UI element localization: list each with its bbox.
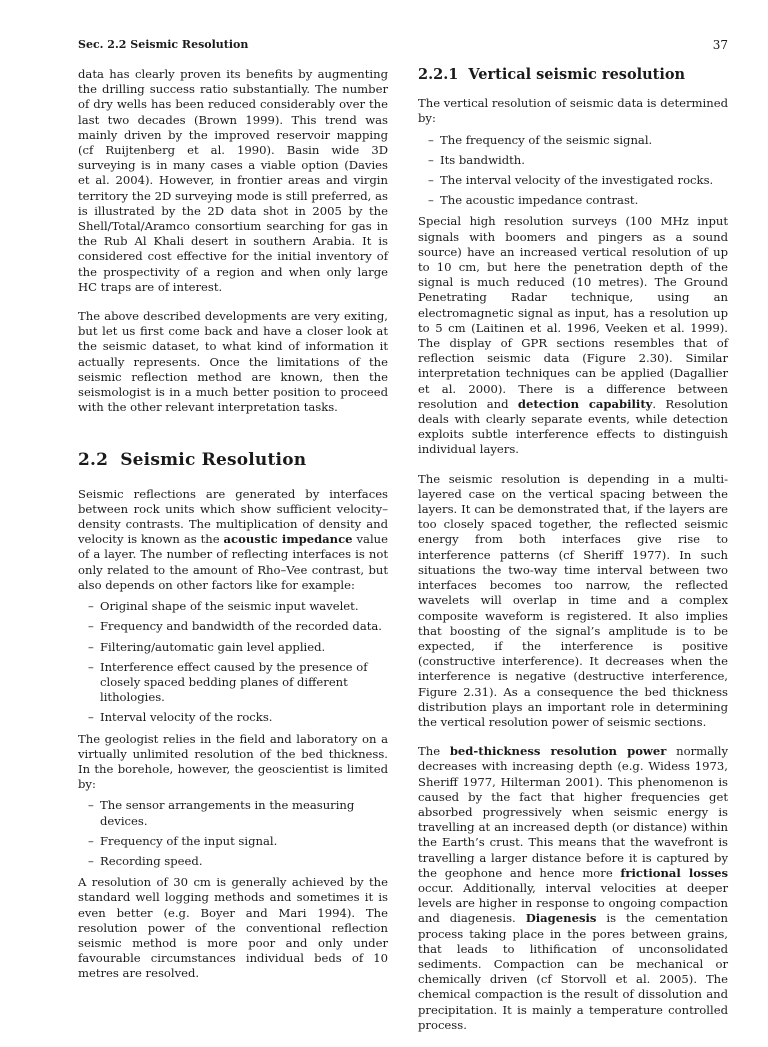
list-item: – Recording speed. [78,854,388,869]
bold-term: detection capability [517,396,653,411]
section-number: 2.2 [78,450,109,471]
text-run: The [418,744,450,759]
text-run: value of a layer. The number of reflecting interfaces is not only related to the amount of Rho–Vee contrast, but also depends on other factors like for example: [78,532,388,592]
list-item: – Frequency and bandwidth of the recorded data. [78,619,388,634]
page-number: 37 [712,38,728,52]
list-item: – The sensor arrangements in the measuring devices. [78,798,388,828]
list-item: – Interference effect caused by the presence of closely spaced bedding planes of different lithologies. [78,660,388,706]
paragraph [78,487,388,593]
paragraph [418,744,728,1033]
text-run: Seismic reflections are generated by interfaces between rock units which show sufficient velocity–density contrasts. The multiplication of density and velocity is known as the [78,486,388,547]
list-item: – Filtering/automatic gain level applied. [78,640,388,655]
paragraph: A resolution of 30 cm is generally achieved by the standard well logging methods and sometimes it is even better (e.g. Boyer and Mari 1994). The resolution power of the conventional reflection seismic method is more poor and only under favourable circumstances individual beds of 10 metres are resolved. [78,875,388,981]
list-item: – Its bandwidth. [418,153,728,168]
paragraph: The seismic resolution is depending in a multi-layered case on the vertical spacing between the layers. It can be demonstrated that, if the layers are too closely spaced together, the reflected seismic energy from both interfaces give rise to interference patterns (cf Sheriff 1977). In such situations the two-way time interval between two interfaces becomes too narrow, the reflected wavelets will overlap in time and a complex composite waveform is registered. It also implies that boosting of the signal’s amplitude is to be expected, if the interference is positive (constructive interference). It decreases when the interference is negative (destructive interference, Figure 2.31). As a consequence the bed thickness distribution plays an important role in determining the vertical resolution power of seismic sections. [418,471,728,729]
list-item: – Original shape of the seismic input wavelet. [78,599,388,614]
list-item: – Frequency of the input signal. [78,834,388,849]
bold-term: acoustic impedance [223,532,353,547]
section-title: Seismic Resolution [120,450,307,471]
list-item: – Interval velocity of the rocks. [78,710,388,725]
list-item: – The interval velocity of the investigated rocks. [418,173,728,188]
determinant-list [418,133,728,209]
section-heading [78,450,388,471]
subsection-title: Vertical seismic resolution [468,66,686,83]
factor-list [78,599,388,725]
subsection-number: 2.2.1 [418,66,459,83]
running-header-section: Sec. 2.2 Seismic Resolution [78,38,249,51]
left-column [78,67,388,996]
text-run: normally decreases with increasing depth (e.g. Widess 1973, Sheriff 1977, Hilterman 2001). This phenomenon is caused by the fact that higher frequencies get absorbed progressively when seismic energy is travelling at an increased depth (or distance) within the Earth’s crust. This means that the wavefront is travelling a larger distance before it is captured by the geophone and hence more [418,744,729,880]
paragraph: The geologist relies in the field and laboratory on a virtually unlimited resolution of the bed thickness. In the borehole, however, the geoscientist is limited by: [78,731,388,792]
text-run: . Resolution deals with clearly separate events, while detection exploits subtle interference effects to distinguish individual layers. [418,396,728,457]
bold-term: bed-thickness resolution power [449,744,667,759]
text-run: Special high resolution surveys (100 MHz input signals with boomers and pingers as a sound source) have an increased vertical resolution of up to 10 cm, but here the penetration depth of the signal is much reduced (10 metres). The Ground Penetrating Radar technique, using an electromagnetic signal as input, has a resolution up to 5 cm (Laitinen et al. 1996, Veeken et al. 1999). The display of GPR sections resembles that of reflection seismic data (Figure 2.30). Similar interpretation techniques can be applied (Dagallier et al. 2000). There is a difference between resolution and [418,214,728,411]
limit-list [78,798,388,869]
paragraph [418,214,728,457]
right-column [418,67,728,1047]
text-run: occur. Additionally, interval velocities at deeper levels are higher in response to ongoing compaction and diagenesis. [418,880,728,926]
list-item: – The frequency of the seismic signal. [418,133,728,148]
paragraph: The above described developments are very exiting, but let us first come back and have a closer look at the seismic dataset, to what kind of information it actually represents. Once the limitations of the seismic reflection method are known, then the seismologist is in a much better position to proceed with the other relevant interpretation tasks. [78,309,388,415]
bold-term: Diagenesis [525,911,597,926]
paragraph: The vertical resolution of seismic data is determined by: [418,96,728,126]
list-item: – The acoustic impedance contrast. [418,193,728,208]
bold-term: frictional losses [620,865,728,880]
text-run: is the cementation process taking place in the pores between grains, that leads to lithification of unconsolidated sediments. Compaction can be mechanical or chemically driven (cf Storvoll et al. 2005). The chemical compaction is the result of dissolution and precipitation. It is mainly a temperature controlled process. [418,911,729,1032]
paragraph: data has clearly proven its benefits by augmenting the drilling success ratio substantially. The number of dry wells has been reduced considerably over the last two decades (Brown 1999). This trend was mainly driven by the improved reservoir mapping (cf Ruijtenberg et al. 1990). Basin wide 3D surveying is in many cases a viable option (Davies et al. 2004). However, in frontier areas and virgin territory the 2D surveying mode is still preferred, as is illustrated by the 2D data shot in 2005 by the Shell/Total/Aramco consortium searching for gas in the Rub Al Khali desert in southern Arabia. It is considered cost effective for the initial inventory of the prospectivity of a region and when only large HC traps are of interest. [78,67,388,294]
subsection-heading [418,67,728,82]
